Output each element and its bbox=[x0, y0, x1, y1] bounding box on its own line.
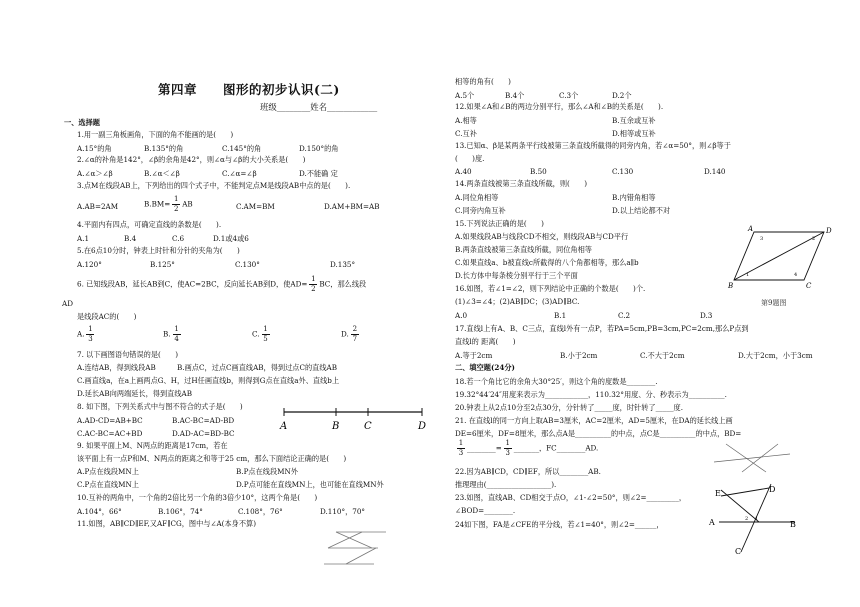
q3-opt-d: D.AM+BM=AB bbox=[324, 202, 380, 211]
question-9: 9. 如果平面上M、N两点的距离是17cm，若在 bbox=[77, 441, 228, 450]
q4-opt-b: B.4 bbox=[124, 234, 137, 243]
q5-opt-a: A.120° bbox=[77, 260, 102, 269]
q8-opt-c: C.AC-BC=AC+BD bbox=[77, 429, 143, 438]
q12-opt-a: A.相等 bbox=[455, 116, 477, 125]
q24-label-e: E bbox=[715, 489, 721, 498]
q16-angle-3: 3 bbox=[760, 236, 764, 242]
question-21-cont: DE=6厘米，DF=8厘米，那么点A是__________的中点，点C是__________的中点，BD= bbox=[455, 429, 742, 438]
q24-label-c: C bbox=[735, 547, 742, 556]
q1-opt-a: A.15°的角 bbox=[77, 144, 112, 153]
question-16-statements: (1)∠3=∠4；(2)AB∥DC；(3)AD∥BC. bbox=[455, 297, 580, 306]
question-24: 24如下图，FA是∠CFE的平分线，若∠1=40°，则∠2=______， bbox=[455, 520, 664, 529]
q15-opt-c: C.如果直线a、b被直线c所截得的八个角都相等，那么a∥b bbox=[455, 258, 639, 267]
q8-label-d: D bbox=[418, 421, 427, 432]
q8-opt-a: A.AD-CD=AB+BC bbox=[77, 416, 143, 425]
q6-opt-d-label: D. bbox=[341, 329, 349, 339]
q10-opt-d: D.110°，70° bbox=[320, 507, 366, 516]
q24-angle-1: 1 bbox=[755, 516, 759, 522]
question-19: 19.32°44′24″用度来表示为____________，110.32°用度、分、秒表示为__________. bbox=[455, 390, 727, 399]
q13-opt-c: C.130 bbox=[612, 167, 634, 176]
q4-opt-c: C.6 bbox=[172, 234, 185, 243]
q15-opt-b: B.两条直线被第三条直线所截，同位角相等 bbox=[455, 245, 592, 254]
question-17: 17.直线l上有A、B、C三点，直线l外有一点P，若PA=5cm,PB=3cm,PC=2cm,那么P点到 bbox=[455, 324, 749, 333]
q6-opt-b-label: B. bbox=[163, 329, 171, 339]
q15-opt-a: A.如果线段AB与线段CD不相交，则线段AB与CD平行 bbox=[455, 232, 629, 241]
q17-opt-a: A.等于2cm bbox=[455, 351, 493, 360]
question-21: 21. 在直线l的同一方向上取AB=3厘米，AC=2厘米，AD=5厘米，在DA的延长线上画 bbox=[455, 416, 733, 425]
question-12: 12.如果∠A和∠B的两边分别平行，那么∠A和∠B的关系是( ). bbox=[455, 102, 664, 111]
q16-angle-1: 1 bbox=[746, 272, 750, 278]
question-11: 11.如图，AB∥CD∥EF,又AF∥CG，图中与∠A(本身不算) bbox=[77, 519, 257, 528]
q6-opt-d bbox=[341, 326, 361, 343]
question-16: 16.如图，若∠1=∠2，则下列结论中正确的个数是( )个. bbox=[455, 284, 646, 293]
q9-opt-d: D.P点可能在直线MN上，也可能在直线MN外 bbox=[236, 480, 384, 489]
question-9-cont: 该平面上有一点P和M、N两点的距离之和等于25 cm，那么下面结论正确的是( ) bbox=[77, 454, 347, 463]
q9-opt-b: B.P点在线段MN外 bbox=[236, 467, 298, 476]
question-8: 8. 如下图，下列关系式中与图不符合的式子是( ) bbox=[77, 402, 243, 411]
q11-opt-c: C.3个 bbox=[559, 91, 579, 100]
question-22: 22.因为AB∥CD，CD∥EF，所以________AB. bbox=[455, 467, 601, 476]
fraction-one-fourth: $\frac{1}{4}$ bbox=[174, 325, 179, 343]
section-choice-heading: 一、选择题 bbox=[64, 118, 100, 127]
q16-opt-a: A.0 bbox=[455, 311, 468, 320]
q24-angle-bisector-figure bbox=[705, 478, 805, 556]
question-22-reason: 推理理由(__________________). bbox=[455, 480, 557, 489]
q5-opt-b: B.125° bbox=[150, 260, 175, 269]
q9-opt-a: A.P点在线段MN上 bbox=[77, 467, 139, 476]
q15-opt-d: D.长方体中每条棱分别平行于三个平面 bbox=[455, 271, 578, 280]
q16-angle-4: 4 bbox=[794, 272, 798, 278]
q7-opt-c: C.画直线a，在a上画两点G、H，过H任画直线b，则得到G点在直线a外、直线b上 bbox=[77, 376, 340, 385]
q5-opt-c: C.130° bbox=[235, 260, 260, 269]
page-title: 第四章 图形的初步认识(二) bbox=[158, 82, 340, 97]
q7-opt-a: A.连结AB，得到线段AB bbox=[77, 363, 156, 372]
q5-opt-d: D.135° bbox=[330, 260, 356, 269]
q11-opt-d: D.2个 bbox=[612, 91, 632, 100]
q1-opt-c: C.145°的角 bbox=[222, 144, 262, 153]
q16-opt-c: C.2 bbox=[618, 311, 631, 320]
q14-opt-c: C.同旁内角互补 bbox=[455, 206, 506, 215]
question-13: 13.已知α、β是某两条平行线被第三条直线所截得的同旁内角，若∠α=50°，则∠β等于 bbox=[455, 141, 731, 150]
q8-opt-d: D.AD-AC=BD-BC bbox=[172, 429, 235, 438]
q6-opt-a-label: A. bbox=[77, 329, 85, 339]
question-15: 15.下列说法正确的是( ) bbox=[455, 219, 544, 228]
q6-opt-b bbox=[163, 326, 183, 343]
q17-opt-d: D.大于2cm，小于3cm bbox=[738, 351, 813, 360]
question-3: 3.点M在线段AB上，下列给出的四个式子中，不能判定点M是线段AB中点的是( ). bbox=[77, 181, 351, 190]
q21-blank-a: ________= bbox=[467, 443, 502, 453]
q21-blank-b: _______，FC________AD. bbox=[513, 443, 599, 453]
q24-angle-2: 2 bbox=[745, 516, 749, 522]
section-fill-heading: 二、填空题(24分) bbox=[455, 363, 515, 372]
q17-opt-b: B.小于2cm bbox=[560, 351, 598, 360]
q3-opt-b bbox=[144, 196, 193, 213]
q10-opt-a: A.104°，66° bbox=[77, 507, 122, 516]
question-7: 7. 以下画图语句错误的是( ) bbox=[77, 350, 179, 359]
q14-opt-d: D.以上结论都不对 bbox=[612, 206, 671, 215]
fraction-one-third: $\frac{1}{3}$ bbox=[458, 439, 464, 457]
q14-opt-b: B.内错角相等 bbox=[612, 193, 656, 202]
q4-opt-a: A.1 bbox=[77, 234, 90, 243]
q6-opt-c-label: C. bbox=[252, 329, 260, 339]
q10-opt-b: B.106°，74° bbox=[158, 507, 203, 516]
q13-opt-a: A.40 bbox=[455, 167, 472, 176]
q16-label-c: C bbox=[806, 282, 812, 290]
fraction-one-third: $\frac{1}{3}$ bbox=[88, 325, 93, 343]
q1-opt-d: D.150°的角 bbox=[299, 144, 339, 153]
q6-opt-c bbox=[252, 326, 272, 343]
q6-opt-a bbox=[77, 326, 96, 343]
q12-opt-d: D.相等或互补 bbox=[612, 129, 656, 138]
q10-opt-c: C.108°，76° bbox=[238, 507, 283, 516]
q16-opt-d: D.3 bbox=[700, 311, 713, 320]
q7-opt-d: D.延长AB向两端延长，得到直线AB bbox=[77, 389, 192, 398]
q9-opt-c: C.P点在直线MN上 bbox=[77, 480, 139, 489]
question-17-cont: 直线l的 距离( ) bbox=[455, 337, 516, 346]
q24-label-d: D bbox=[769, 485, 776, 494]
q13-opt-d: D.140 bbox=[704, 167, 726, 176]
fraction-two-sevenths: $\frac{2}{7}$ bbox=[352, 325, 358, 343]
q3-opt-c: C.AM=BM bbox=[236, 202, 275, 211]
question-1: 1.用一副三角板画角，下面的角不能画的是( ) bbox=[77, 130, 234, 139]
q2-opt-d: D.不能确 定 bbox=[299, 169, 338, 178]
q16-parallelogram-figure bbox=[728, 222, 836, 292]
q24-label-b: B bbox=[790, 520, 796, 529]
q11-parallel-figure bbox=[322, 524, 392, 572]
q6-text-d: 是线段AC的( ) bbox=[77, 312, 137, 321]
q7-opt-b: B.画点C，过点C画直线AB，得到过点C的直线AB bbox=[177, 363, 338, 372]
q8-label-a: A bbox=[280, 421, 288, 432]
fraction-one-half: $\frac{1}{2}$ bbox=[311, 275, 316, 293]
q2-opt-c: C.∠α=∠β bbox=[222, 169, 257, 178]
q16-label-b: B bbox=[728, 282, 734, 290]
q14-opt-a: A.同位角相等 bbox=[455, 193, 499, 202]
question-20: 20.钟表上从2点10分至2点30分，分针转了_____度，时针转了_____度. bbox=[455, 403, 684, 412]
question-11-cont: 相等的角有( ) bbox=[455, 77, 511, 86]
question-18: 18.若一个角比它的余角大30°25′，则这个角的度数是________. bbox=[455, 377, 658, 386]
fraction-one-fifth: $\frac{1}{5}$ bbox=[263, 325, 268, 343]
question-23-cont: ∠BOD=________. bbox=[455, 506, 516, 515]
q8-segment-figure bbox=[280, 402, 430, 432]
question-14: 14.两条直线被第三条直线所截，则( ) bbox=[455, 179, 588, 188]
q12-opt-b: B.互余或互补 bbox=[612, 116, 656, 125]
q1-opt-b: B.135°的角 bbox=[144, 144, 184, 153]
q8-label-b: B bbox=[332, 421, 340, 432]
q3-opt-b-prefix: B.BM= bbox=[144, 199, 171, 209]
q16-label-d: D bbox=[826, 227, 832, 235]
q24-label-a: A bbox=[709, 518, 715, 527]
q6-text-a: 6. 已知线段AB，延长AB到C，使AC=2BC，反向延长AB到D，使AD= bbox=[77, 279, 308, 289]
q8-opt-b: B.AC-BC=AD-BD bbox=[172, 416, 235, 425]
q16-label-a: A bbox=[748, 225, 754, 233]
q6-text-b: BC，那么线段 bbox=[319, 279, 367, 289]
q11-opt-b: B.4个 bbox=[505, 91, 525, 100]
q3-opt-b-suffix: AB bbox=[182, 199, 193, 209]
question-5: 5.在6点10分时，钟表上时针和分针的夹角为( ) bbox=[77, 246, 240, 255]
q4-opt-d: D.1或4或6 bbox=[213, 234, 249, 243]
question-21-end bbox=[455, 440, 598, 457]
q12-opt-c: C.互补 bbox=[455, 129, 477, 138]
question-4: 4.平面内有四点，可确定直线的条数是( ). bbox=[77, 220, 222, 229]
question-23: 23.如图，直线AB、CD相交于点O，∠1-∠2=50°，则∠2=_________， bbox=[455, 493, 687, 502]
q3-opt-a: A.AB=2AM bbox=[77, 202, 119, 211]
q9-figure-caption: 第9题图 bbox=[761, 299, 787, 307]
q13-opt-b: B.50 bbox=[530, 167, 547, 176]
question-6 bbox=[77, 276, 366, 293]
q2-opt-a: A.∠α＞∠β bbox=[77, 169, 113, 178]
q17-opt-c: C.不大于2cm bbox=[640, 351, 685, 360]
q2-opt-b: B.∠α＜∠β bbox=[144, 169, 180, 178]
question-13-cont: ( )度. bbox=[455, 154, 485, 163]
q11-opt-a: A.5个 bbox=[455, 91, 475, 100]
class-name-line: 班级________姓名____________ bbox=[260, 102, 378, 112]
question-10: 10.互补的两角中，一个角的2倍比另一个角的3倍少10°，这两个角是( ) bbox=[77, 493, 318, 502]
fraction-one-half: $\frac{1}{2}$ bbox=[174, 195, 179, 213]
fraction-one-third: $\frac{1}{3}$ bbox=[505, 439, 511, 457]
q16-opt-b: B.1 bbox=[554, 311, 567, 320]
q6-text-ad: AD bbox=[62, 299, 73, 308]
q23-intersecting-lines-figure bbox=[712, 440, 792, 476]
q8-label-c: C bbox=[364, 421, 372, 432]
question-2: 2.∠α的补角是142°，∠β的余角是42°，则∠α与∠β的大小关系是( ) bbox=[77, 155, 306, 164]
q16-angle-2: 2 bbox=[812, 236, 816, 242]
